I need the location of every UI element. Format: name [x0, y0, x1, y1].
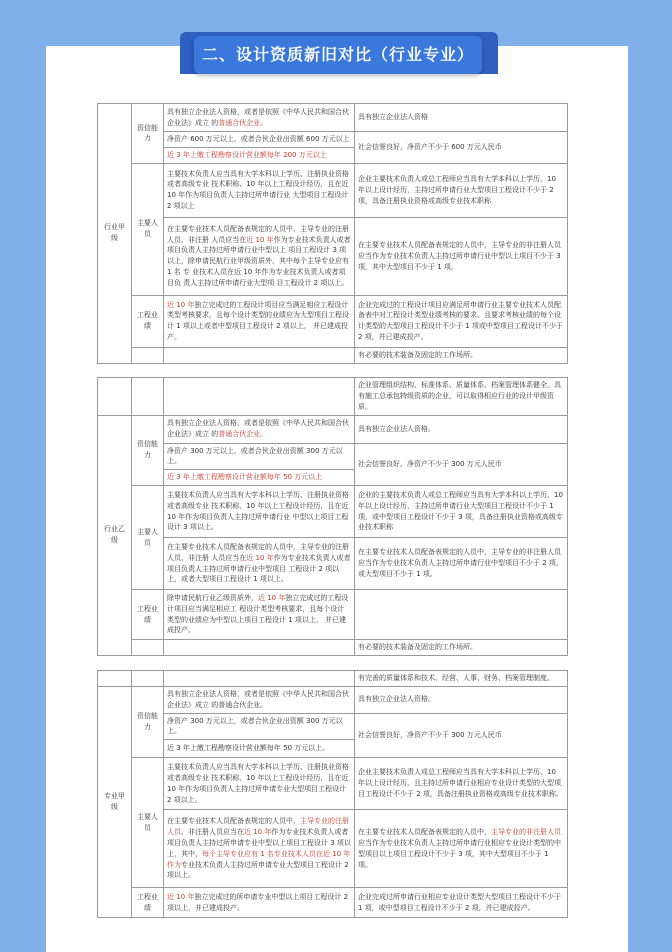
- subcategory-cell: 主要人员: [132, 163, 164, 295]
- old-requirement: 在主要专业技术人员配备表规定的人员中，主导专业的注册人员、非注册 人员应当在近 10 年作为专业技术负责人或者项目负责人主持过所申请行业中型以上 项目工程设计 3 项以上，除申请民航行业甲级资质外，其中每个主导专业应有 1 名 专 业技术人员在近 10 年作为专业技术负责人或者项目负 责人主持过所申请行业大型项 目工程设计 2 项以上。: [164, 217, 355, 295]
- old-requirement: 近 3 年上缴工程勘察设计营业额每年 50 万元以上: [164, 470, 355, 486]
- new-requirement: 有必要的技术装备及固定的工作场所。: [355, 347, 568, 363]
- old-requirement: 在主要专业技术人员配备表规定的人员中，主导专业的注册人员、非注册人员应当在近 10 年作为专业技术负责人或者项目负责人主持过所申请专业中型以上项目工程设计 3 项以上，其中，每个主导专业应有 1 名专业技术人员在近 10 年作为专业技术负责人主持过所申请专业大型项目工程设计 2 项以上。: [164, 810, 355, 888]
- old-requirement: 净资产 600 万元以上，或者合伙企业出资额 600 万元以上: [164, 132, 355, 148]
- new-requirement: 企业完成过的工程设计项目应满足所申请行业主要专业技术人员配备表中对工程设计类型业绩考核的要求，且要求考核业绩的每个设计类型的大型项目工程设计不少于 1 项或中型项目工程设计不少于 2 项，并已建成投产。: [355, 295, 568, 347]
- category-cell: 行业甲级: [98, 104, 132, 364]
- subcategory-cell: 资信能力: [132, 104, 164, 164]
- category-cell: 行业乙级: [98, 415, 132, 655]
- old-requirement: 在主要专业技术人员配备表规定的人员中，主导专业的注册人员、非注册 人员应当在近 10 年作为专业技术负责人或者项目负责人主持过所申请行业中型项目 工程设计 2 项以上，或者大型项目工程设计 1 项以上。: [164, 538, 355, 590]
- subcategory-cell: 资信能力: [132, 686, 164, 757]
- old-requirement: 具有独立企业法人资格，或者是依照《中华人民共和国合伙企业法》成立 的普通合伙企业。: [164, 415, 355, 443]
- empty-cell: [164, 347, 355, 363]
- subcategory-cell: 资信能力: [132, 415, 164, 486]
- old-requirement: 主要技术负责人应当具有大学本科以上学历、注册执业资格或者高级专业 技术职称、10 年以上工程设计经历，且在近 10 年作为项目负责人主持过所申请行业 大型项目工程设计 2 项以上: [164, 163, 355, 217]
- new-requirement: 有必要的技术装备及固定的工作场所。: [355, 640, 568, 656]
- new-requirement: 具有独立企业法人资格。: [355, 415, 568, 443]
- old-requirement: 具有独立企业法人资格，或者是依照《中华人民共和国合伙企业法》成立 的普通合伙企业。: [164, 686, 355, 713]
- subcategory-cell: 工程业绩: [132, 590, 164, 640]
- subcategory-cell: 工程业绩: [132, 888, 164, 918]
- subcategory-cell: 工程业绩: [132, 295, 164, 347]
- subcategory-cell: 主要人员: [132, 486, 164, 590]
- new-requirement: 企业主要技术负责人或总工程师应当具有大学本科以上学历、10 年以上设计经历，且主持过所申请行业相应专业设计类型的大型项目工程设计不少于 2 项，具备注册执业资格或高级专业技术职称。: [355, 758, 568, 810]
- new-requirement: 社会信誉良好，净资产不少于 300 万元人民币: [355, 713, 568, 758]
- old-requirement: 近 3 年上缴工程勘察设计营业额每年 200 万元以上: [164, 147, 355, 163]
- old-requirement: 近 3 年上缴工程勘察设计营业额每年 50 万元以上。: [164, 740, 355, 758]
- old-requirement: 主要技术负责人应当具有大学本科以上学历、注册执业资格或者高级专业 技术职称、10 年以上工程设计经历，且在近 10 年作为项目负责人主持过所申请行业 中型以上项目工程设计 3 项以上。: [164, 486, 355, 538]
- empty-cell: [98, 671, 132, 687]
- new-requirement: 企业的主要技术负责人或总工程师应当具有大学本科以上学历、10 年以上设计经历，主持过所申请行业大型项目工程设计不少于 1 项，或中型项目工程设计不少于 3 项，具备注册执业资格或高级专业技术职称: [355, 486, 568, 538]
- new-requirement: 有完善的质量体系和技术、经营、人事、财务、档案管理制度。: [355, 671, 568, 687]
- old-requirement: 近 10 年独立完成过的所申请专业中型以上项目工程设计 2 项以上，并已建成投产。: [164, 888, 355, 918]
- new-requirement: 社会信誉良好，净资产不少于 300 万元人民币: [355, 443, 568, 486]
- empty-cell: [164, 671, 355, 687]
- new-requirement: 在主要专业技术人员配备表规定的人员中，主导专业的非注册人员应当作为专业技术负责人主持过所申请行业中型以上项目不少于 3 项，其中大型项目不少于 1 项。: [355, 217, 568, 295]
- section-banner: [0, 28, 672, 78]
- empty-cell: [98, 378, 132, 416]
- empty-cell: [132, 378, 164, 416]
- new-requirement: 具有独立企业法人资格。: [355, 686, 568, 713]
- table-industry-grade-a: [97, 103, 568, 364]
- new-requirement: 企业管理组织结构、标准体系、质量体系、档案管理体系健全。具有施工总承包特级资质的企业，可以取得相应行业的设计甲级资质。: [355, 378, 568, 416]
- category-cell: 专业甲级: [98, 686, 132, 917]
- new-requirement: 社会信誉良好，净资产不少于 600 万元人民币: [355, 132, 568, 164]
- empty-cell: [164, 640, 355, 656]
- empty-cell: [164, 378, 355, 416]
- old-requirement: 具有独立企业法人资格，或者是依照《中华人民共和国合伙企业法》成立 的普通合伙企业。: [164, 104, 355, 132]
- empty-cell: [355, 590, 568, 640]
- table-industry-grade-b: [97, 377, 568, 656]
- old-requirement: 净资产 300 万元以上，或者合伙企业出资额 300 万元以上。: [164, 713, 355, 740]
- old-requirement: 除申请民航行业乙级资质外，近 10 年独立完成过的工程设计项目应当满足相应工 程设计类型考核要求，且每个设计类型的业绩应为中型以上项目工程设计 1 项以上， 并已建成投产。: [164, 590, 355, 640]
- table-specialty-grade-a: [97, 670, 568, 918]
- subcategory-cell: 主要人员: [132, 758, 164, 888]
- banner-title: 二、设计资质新旧对比（行业专业）: [194, 36, 482, 74]
- empty-cell: [132, 640, 164, 656]
- new-requirement: 企业主要技术负责人或总工程师应当具有大学本科以上学历、10 年以上设计经历，主持过所申请行业大型项目工程设计不少于 2 项，具备注册执业资格或高级专业技术职称: [355, 163, 568, 217]
- new-requirement: 企业完成过所申请行业相应专业设计类型大型项目工程设计不少于 1 项，或中型项目工程设计不少于 2 项，并已建成投产。: [355, 888, 568, 918]
- old-requirement: 主要技术负责人应当具有大学本科以上学历、注册执业资格或者高级专业 技术职称、10 年以上工程设计经历，且在近 10 年作为项目负责人主持过所申请专业大型项目工程设计 2 项以上。: [164, 758, 355, 810]
- empty-cell: [132, 347, 164, 363]
- new-requirement: 在主要专业技术人员配备表规定的人员中，主导专业的非注册人员应当作为专业技术负责人主持过所申请行业相应专业设计类型的中型项目以上项目工程设计不少于 3 项，其中大型项目不少于 1 项。: [355, 810, 568, 888]
- old-requirement: 近 10 年独立完成过的工程设计项目应当满足相应工程设计类型考核要求，且每个设计类型的业绩应为大型项目工程设计 1 项以上或者中型项目工程设计 2 项以上， 并已建成投产。: [164, 295, 355, 347]
- empty-cell: [132, 671, 164, 687]
- old-requirement: 净资产 300 万元以上，或者合伙企业出资额 300 万元以上。: [164, 443, 355, 470]
- new-requirement: 具有独立企业法人资格: [355, 104, 568, 132]
- new-requirement: 在主要专业技术人员配备表规定的人员中，主导专业的非注册人员应当作为专业技术负责人主持过所申请行业中型项目不少于 2 项，或大型项目不少于 1 项。: [355, 538, 568, 590]
